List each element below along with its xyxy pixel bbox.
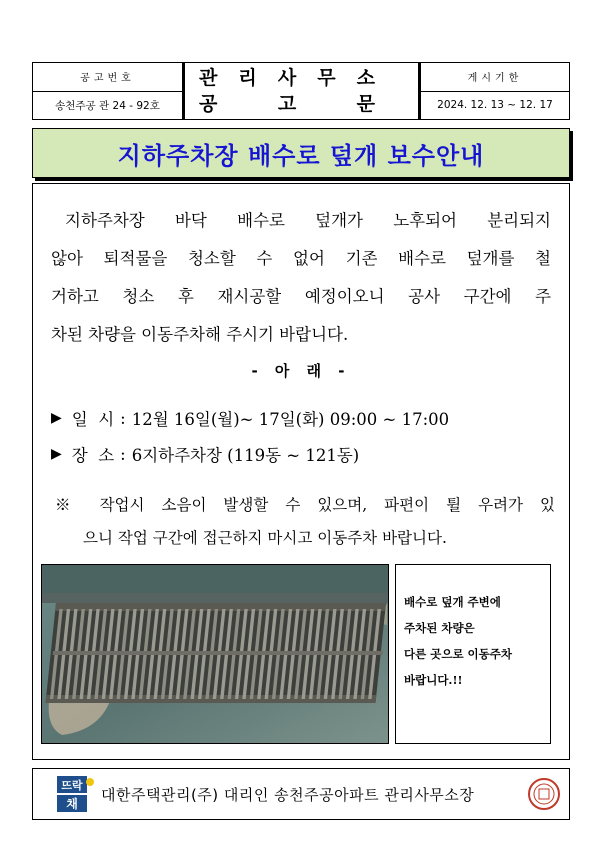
note-line: ※ 작업시 소음이 발생할 수 있으며, 파편이 튈 우려가 있 xyxy=(55,496,555,514)
item-separator: : xyxy=(120,444,126,464)
notice-char: 고 xyxy=(277,93,297,115)
paragraph-line: 않아 퇴적물을 청소할 수 없어 기존 배수로 덮개를 철 xyxy=(51,249,551,268)
triangle-bullet-icon: ▶ xyxy=(51,446,62,462)
triangle-bullet-icon: ▶ xyxy=(51,410,62,426)
ara-heading: - 아 래 - xyxy=(251,362,351,380)
office-char: 소 xyxy=(356,67,375,89)
grate-crossbar xyxy=(53,651,383,655)
logo-icon xyxy=(55,774,95,814)
item-separator: : xyxy=(120,408,126,428)
caption-line: 배수로 덮개 주변에 xyxy=(404,595,501,609)
location-item xyxy=(51,442,359,466)
page-title: 지하주차장 배수로 덮개 보수안내 xyxy=(117,141,485,170)
caption-line: 다른 곳으로 이동주차 xyxy=(404,647,512,661)
item-label: 장 소 xyxy=(71,446,115,465)
complex-logo xyxy=(55,774,95,814)
notice-number-label: 공고번호 xyxy=(33,63,182,92)
header-table xyxy=(32,62,570,120)
notice-char: 공 xyxy=(199,93,218,115)
posting-period-value: 2024. 12. 13 ~ 12. 17 xyxy=(437,99,553,112)
office-line xyxy=(199,65,375,91)
notice-paragraph xyxy=(51,202,551,354)
notice-line xyxy=(199,91,375,117)
notice-body xyxy=(32,183,570,760)
notice-char: 문 xyxy=(356,93,375,115)
logo-text-top: 뜨락 xyxy=(61,779,83,792)
caption-line: 바랍니다.!! xyxy=(404,673,463,687)
office-char: 무 xyxy=(317,67,336,89)
office-char: 관 xyxy=(199,67,218,89)
official-seal-icon xyxy=(527,777,561,811)
caption-line: 주차된 차량은 xyxy=(404,621,475,635)
office-char: 사 xyxy=(277,67,297,89)
title-banner xyxy=(32,128,570,178)
paragraph-line: 차된 차량을 이동주차해 주시기 바랍니다. xyxy=(51,325,349,344)
note-line: 으니 작업 구간에 접근하지 마시고 이동주차 바랍니다. xyxy=(83,529,447,547)
notice-number-cell xyxy=(33,63,183,119)
logo-text-bottom: 채 xyxy=(66,797,78,811)
posting-period-label: 게시기한 xyxy=(421,63,569,92)
item-value: 12월 16일(월)~ 17일(화) 09:00 ~ 17:00 xyxy=(131,410,450,429)
photo-caption xyxy=(395,564,551,744)
notice-number-value: 송천주공 관 24 - 92호 xyxy=(55,99,160,112)
item-label: 일 시 xyxy=(71,410,115,429)
caution-note xyxy=(55,489,555,555)
footer xyxy=(32,768,570,820)
paragraph-line: 거하고 청소 후 재시공할 예정이오니 공사 구간에 주 xyxy=(51,287,551,306)
item-value: 6지하주차장 (119동 ~ 121동) xyxy=(131,446,360,465)
office-title-cell xyxy=(183,63,419,119)
office-char: 리 xyxy=(238,67,257,89)
issuer-text: 대한주택관리(주) 대리인 송천주공아파트 관리사무소장 xyxy=(101,785,475,804)
posting-period-cell xyxy=(419,63,569,119)
drain-cover-photo xyxy=(41,564,389,744)
drain-grate-image xyxy=(42,565,389,744)
schedule-item xyxy=(51,406,449,430)
paragraph-line: 지하주차장 바닥 배수로 덮개가 노후되어 분리되지 xyxy=(65,211,551,230)
